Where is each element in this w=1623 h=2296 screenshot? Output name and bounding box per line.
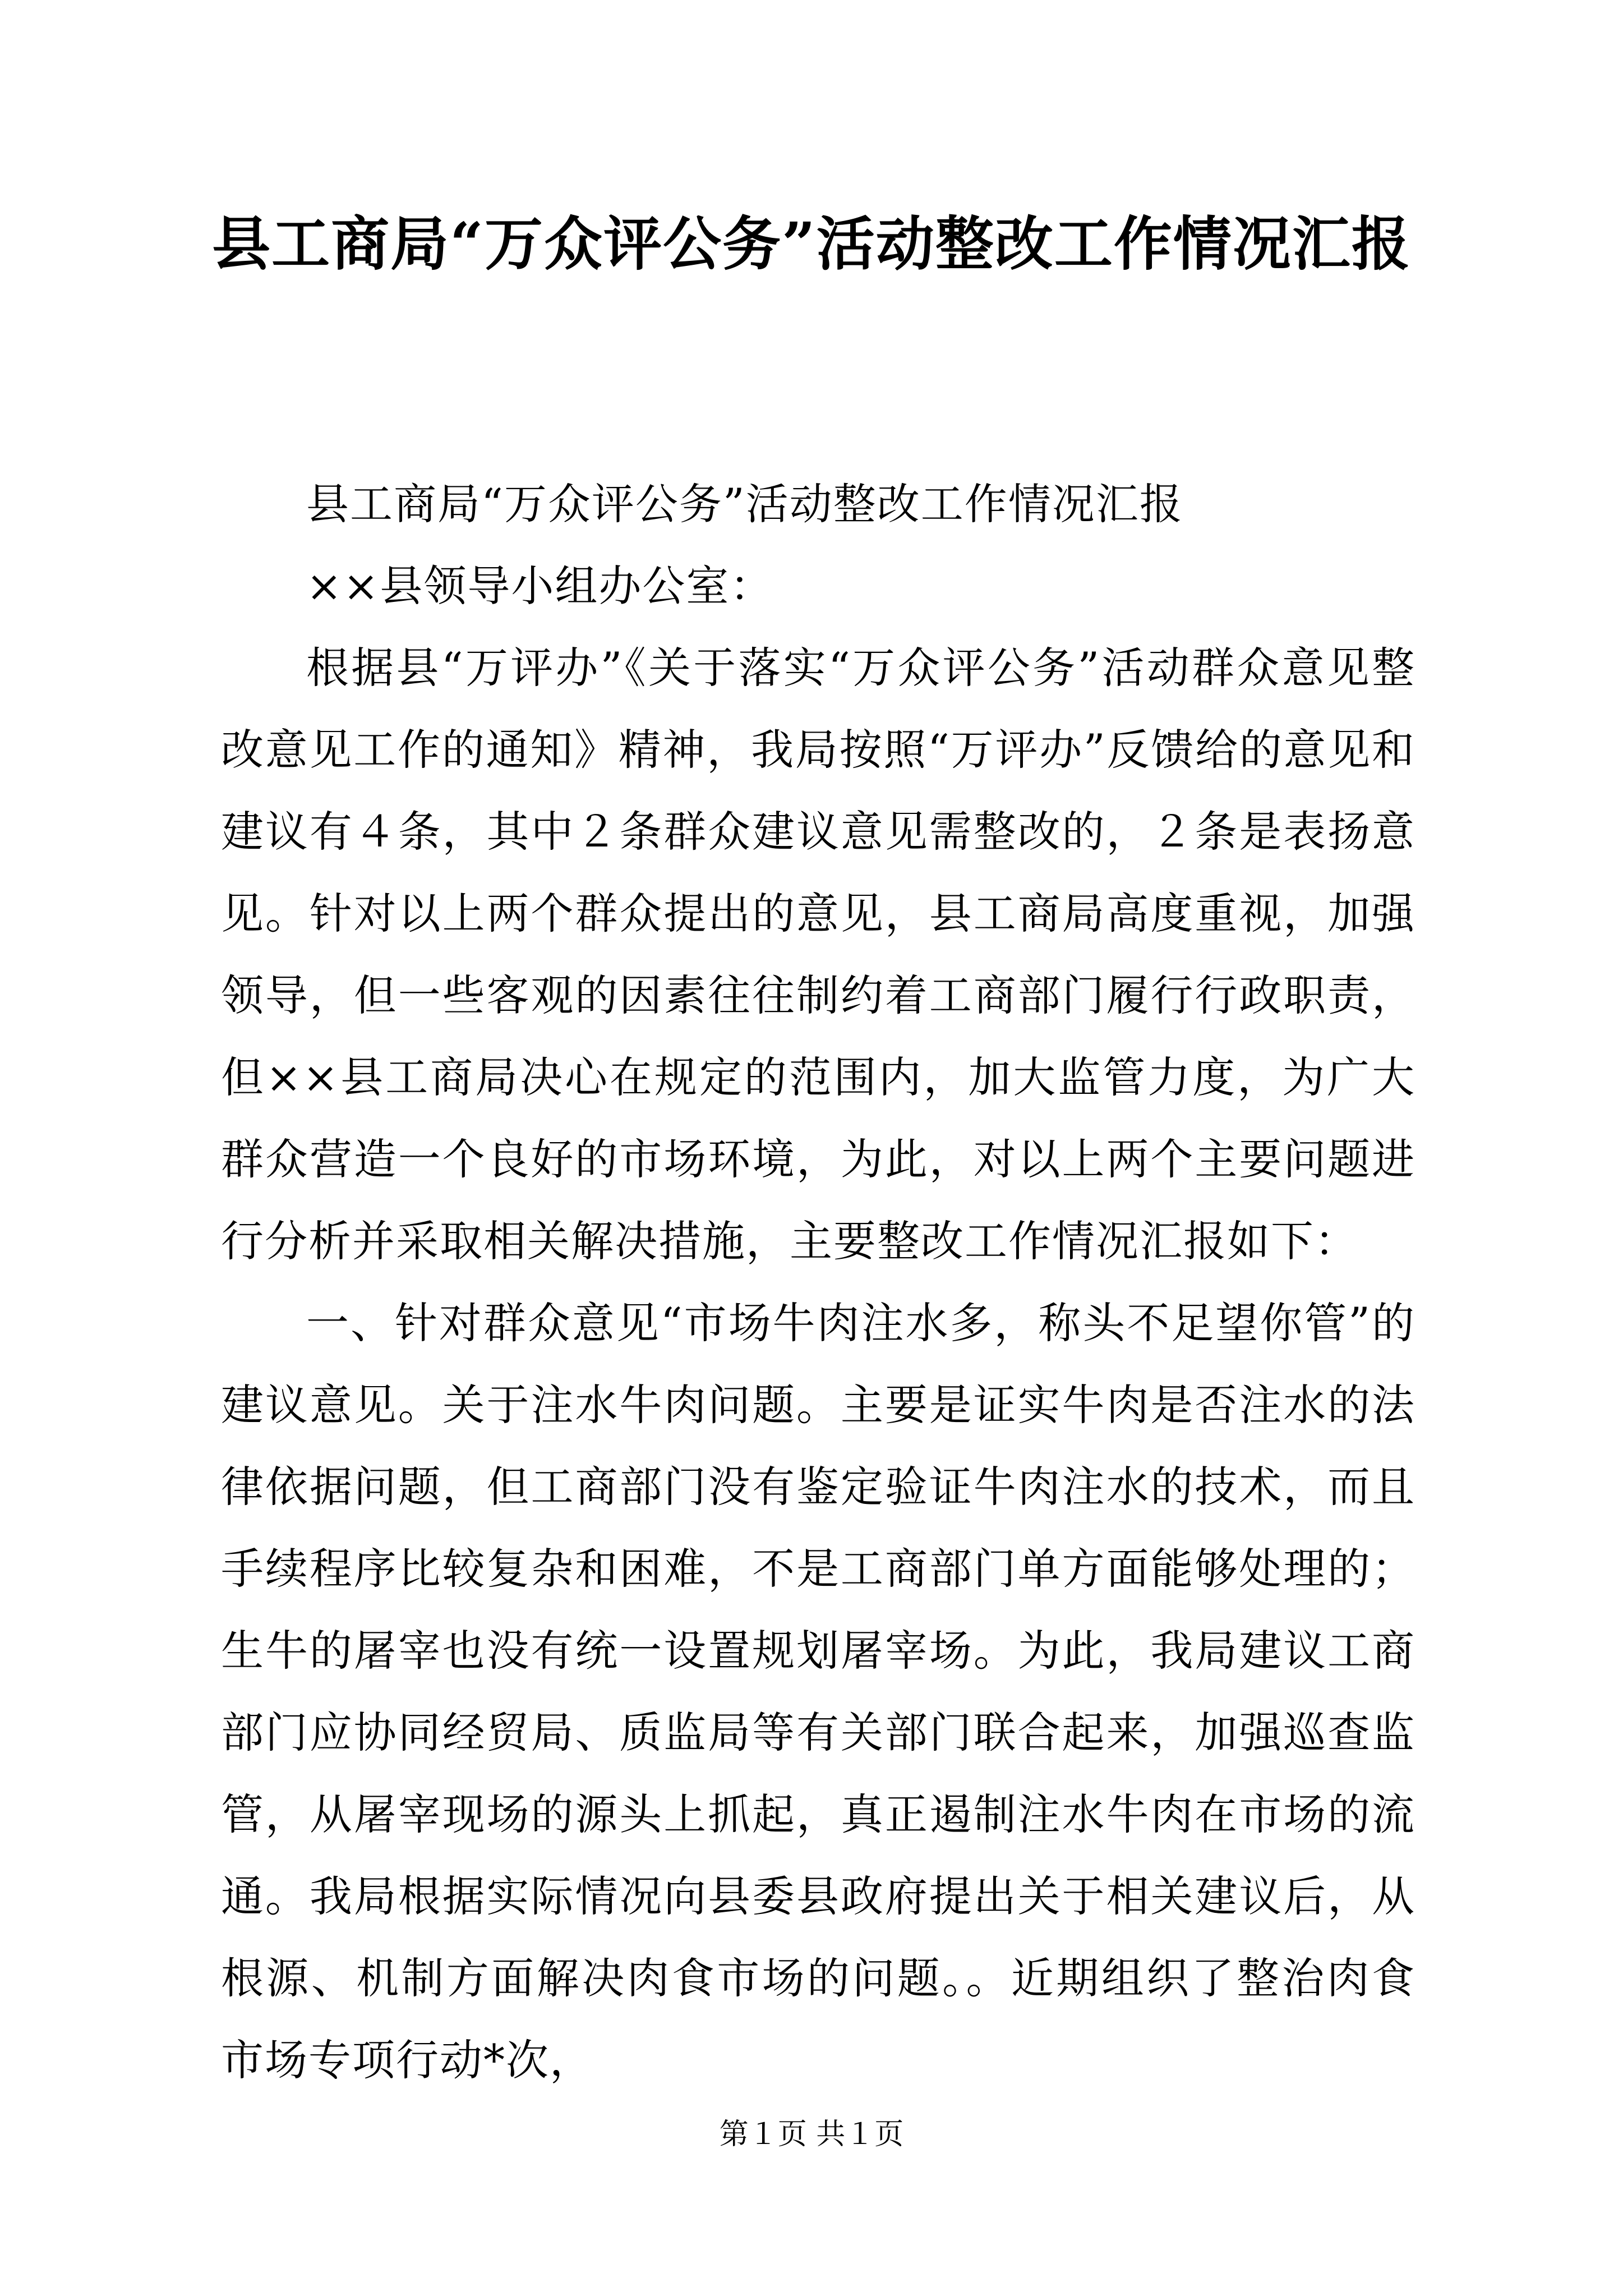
- paragraph-subtitle: 县工商局“万众评公务”活动整改工作情况汇报: [306, 479, 1183, 529]
- paragraph-section-one: 一、针对群众意见“市场牛肉注水多，称头不足望你管”的建议意见。关于注水牛肉问题。主要是证实牛肉是否注水的法律依据问题，但工商部门没有鉴定验证牛肉注水的技术，而且手续程序比较复杂和困难，不是工商部门单方面能够处理的；生牛的屠宰也没有统一设置规划屠宰场。为此，我局建议工商部门应协同经贸局、质监局等有关部门联合起来，加强巡查监管，从屠宰现场的源头上抓起，真正遏制注水牛肉在市场的流通。我局根据实际情况向县委县政府提出关于相关建议后，从根源、机制方面解决肉食市场的问题。。近期组织了整治肉食市场专项行动*次，: [221, 1298, 1415, 2085]
- paragraph-intro: 根据县“万评办”《关于落实“万众评公务”活动群众意见整改意见工作的通知》精神，我局按照“万评办”反馈给的意见和建议有４条，其中２条群众建议意见需整改的，２条是表扬意见。针对以上两个群众提出的意见，县工商局高度重视，加强领导，但一些客观的因素往往制约着工商部门履行行政职责，但××县工商局决心在规定的范围内，加大监管力度，为广大群众营造一个良好的市场环境，为此，对以上两个主要问题进行分析并采取相关解决措施，主要整改工作情况汇报如下：: [221, 643, 1415, 1266]
- page-footer: 第１页 共１页: [719, 2118, 904, 2151]
- document-body: [221, 463, 1415, 2101]
- paragraph-addressee: ××县领导小组办公室：: [306, 561, 774, 611]
- document-title: 县工商局“万众评公务”活动整改工作情况汇报: [212, 209, 1411, 278]
